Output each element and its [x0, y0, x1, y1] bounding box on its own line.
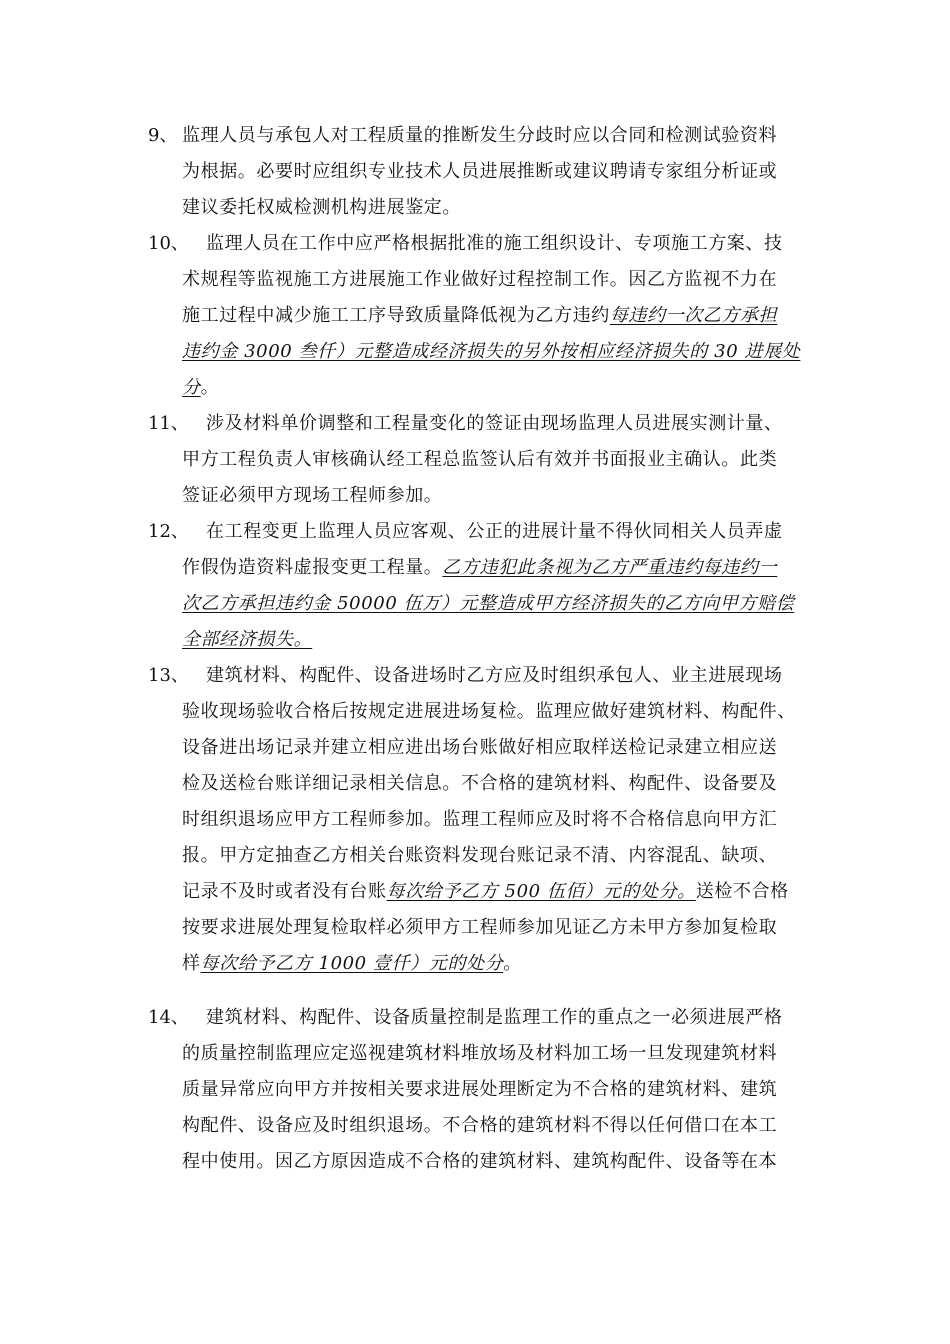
list-item-number: 14、 — [148, 1007, 189, 1028]
text-line — [182, 118, 777, 154]
text-line — [182, 550, 777, 586]
underlined-penalty-text: 分 — [182, 377, 201, 398]
text-line — [182, 1108, 777, 1144]
text-line — [206, 1000, 783, 1036]
text-line — [206, 406, 783, 442]
list-item-number: 11、 — [148, 413, 189, 434]
text-line — [182, 262, 777, 298]
text-segment: 涉及材料单价调整和工程量变化的签证由现场监理人员进展实测计量、 — [206, 413, 783, 434]
text-line — [182, 766, 777, 802]
list-item-number: 10、 — [148, 233, 189, 254]
text-segment: 监理人员与承包人对工程质量的推断发生分歧时应以合同和检测试验资料 — [182, 125, 778, 146]
text-segment: 报。甲方定抽查乙方相关台账资料发现台账记录不清、内容混乱、缺项、 — [182, 845, 778, 866]
text-segment: 时组织退场应甲方工程师参加。监理工程师应及时将不合格信息向甲方汇 — [182, 809, 778, 830]
text-segment: 送检不合格 — [695, 881, 789, 902]
text-segment: 建筑材料、构配件、设备质量控制是监理工作的重点之一必须进展严格 — [206, 1007, 783, 1028]
underlined-penalty-text: 每次给予乙方 500 伍佰）元的处分。 — [386, 881, 696, 902]
underlined-penalty-text: 违约金 3000 叁仟）元整造成经济损失的另外按相应经济损失的 30 进展处 — [182, 341, 801, 362]
text-segment: 施工过程中减少施工工序导致质量降低视为乙方违约 — [182, 305, 610, 326]
text-segment: 设备进出场记录并建立相应进出场台账做好相应取样送检记录建立相应送 — [182, 737, 778, 758]
text-segment: 签证必须甲方现场工程师参加。 — [182, 485, 443, 506]
text-segment: 为根据。必要时应组织专业技术人员进展推断或建议聘请专家组分析证或 — [182, 161, 778, 182]
text-segment: 验收现场验收合格后按规定进展进场复检。监理应做好建筑材料、构配件、 — [182, 701, 796, 722]
text-line — [182, 694, 796, 730]
text-segment: 。 — [503, 953, 522, 974]
text-line — [182, 730, 777, 766]
text-segment: 建筑材料、构配件、设备进场时乙方应及时组织承包人、业主进展现场 — [206, 665, 783, 686]
list-item-number: 13、 — [148, 665, 189, 686]
text-line — [182, 946, 522, 982]
text-segment: 按要求进展处理复检取样必须甲方工程师参加见证乙方未甲方参加复检取 — [182, 917, 778, 938]
text-segment: 构配件、设备应及时组织退场。不合格的建筑材料不得以任何借口在本工 — [182, 1115, 778, 1136]
text-line — [182, 874, 789, 910]
text-line — [206, 226, 783, 262]
text-line — [206, 658, 783, 694]
text-segment: 作假伪造资料虚报变更工程量。 — [182, 557, 443, 578]
text-line — [182, 622, 312, 658]
text-line — [182, 838, 777, 874]
underlined-penalty-text: 每违约一次乙方承担 — [609, 305, 778, 326]
text-segment: 程中使用。因乙方原因造成不合格的建筑材料、建筑构配件、设备等在本 — [182, 1151, 778, 1172]
text-line — [182, 442, 777, 478]
underlined-penalty-text: 全部经济损失。 — [182, 629, 313, 650]
list-item-number: 12、 — [148, 521, 189, 542]
text-line — [182, 1072, 777, 1108]
underlined-penalty-text: 乙方违犯此条视为乙方严重违约每违约一 — [442, 557, 778, 578]
text-segment: 监理人员在工作中应严格根据批准的施工组织设计、专项施工方案、技 — [206, 233, 783, 254]
text-segment: 甲方工程负责人审核确认经工程总监签认后有效并书面报业主确认。此类 — [182, 449, 778, 470]
text-line — [182, 1144, 777, 1180]
text-line — [182, 478, 442, 514]
underlined-penalty-text: 次乙方承担违约金 50000 伍万）元整造成甲方经济损失的乙方向甲方赔偿 — [182, 593, 795, 614]
text-segment: 术规程等监视施工方进展施工作业做好过程控制工作。因乙方监视不力在 — [182, 269, 778, 290]
text-line — [182, 802, 777, 838]
text-line — [182, 1036, 777, 1072]
text-segment: 质量异常应向甲方并按相关要求进展处理断定为不合格的建筑材料、建筑 — [182, 1079, 778, 1100]
text-segment: 的质量控制监理应定巡视建筑材料堆放场及材料加工场一旦发现建筑材料 — [182, 1043, 778, 1064]
text-line — [182, 910, 777, 946]
text-line — [182, 586, 794, 622]
text-line — [182, 154, 777, 190]
text-line — [182, 370, 219, 406]
list-item-number: 9、 — [148, 125, 178, 146]
text-segment: 记录不及时或者没有台账 — [182, 881, 387, 902]
text-segment: 检及送检台账详细记录相关信息。不合格的建筑材料、构配件、设备要及 — [182, 773, 778, 794]
text-line — [182, 190, 461, 226]
text-line — [182, 334, 800, 370]
text-segment: 样 — [182, 953, 201, 974]
text-segment: 。 — [200, 377, 220, 398]
text-line — [206, 514, 783, 550]
text-line — [182, 298, 777, 334]
text-segment: 在工程变更上监理人员应客观、公正的进展计量不得伙同相关人员弄虚 — [206, 521, 783, 542]
underlined-penalty-text: 每次给予乙方 1000 壹仟）元的处分 — [200, 953, 504, 974]
text-segment: 建议委托权威检测机构进展鉴定。 — [182, 197, 461, 218]
